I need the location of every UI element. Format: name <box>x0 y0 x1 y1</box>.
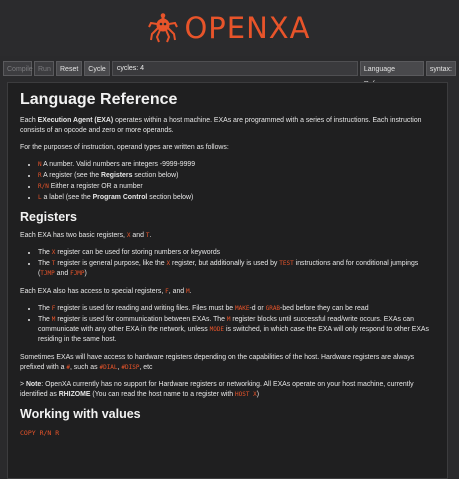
text-bold: Registers <box>101 172 133 179</box>
run-button[interactable]: Run <box>34 61 54 76</box>
cycle-button[interactable]: Cycle <box>84 61 110 76</box>
list-item <box>38 315 435 345</box>
language-reference-button[interactable]: Language <box>360 61 424 76</box>
text: (You can read the host name to a register with <box>90 391 236 398</box>
code: FJMP <box>70 270 85 277</box>
code: M <box>226 316 231 323</box>
text: register is used for communication between EXAs. The <box>55 316 227 323</box>
text: is switched, in which case the EXA will only respond to other EXAs residing in the same host. <box>38 326 429 343</box>
text: section below) <box>132 172 179 179</box>
list-item <box>38 259 435 279</box>
hardware-registers-paragraph <box>20 353 435 373</box>
exa-robot-icon <box>148 13 178 43</box>
operand-intro: For the purposes of instruction, operand types are written as follows: <box>20 144 229 151</box>
toolbar <box>3 61 456 76</box>
code: T <box>145 232 150 239</box>
text: operates within a host machine. EXAs are programmed with a series of instructions. Each instruction consists of an opcode and zero or more operands. <box>20 117 422 134</box>
text: -d or <box>249 305 266 312</box>
code: F <box>51 305 56 312</box>
text: register, but additionally is used by <box>170 260 280 267</box>
text: register blocks until successful read/write occurs. EXAs can communicate with any other EXA in the network, unless <box>38 316 414 333</box>
text: , and <box>168 288 187 295</box>
text-bold: EXecution Agent (EXA) <box>37 117 114 124</box>
text-bold: Program Control <box>92 194 148 201</box>
text: A register (see the <box>41 172 101 179</box>
text: . <box>189 288 192 295</box>
text: and <box>54 270 71 277</box>
text: , such as <box>69 364 100 371</box>
code: # <box>66 364 70 371</box>
text: section below) <box>147 194 194 201</box>
code: GRAB <box>265 305 281 312</box>
text: ) <box>84 270 87 277</box>
text: register is general purpose, like the <box>55 260 167 267</box>
code-example: COPY R/N R <box>20 429 60 437</box>
text: and <box>130 232 146 239</box>
text: , etc <box>139 364 153 371</box>
code: X <box>166 260 171 267</box>
code: M <box>51 316 56 323</box>
code: F <box>165 288 169 295</box>
intro-paragraph <box>20 116 435 136</box>
text: A number. Valid numbers are integers -9999-9999 <box>41 161 196 168</box>
list-item <box>38 304 435 314</box>
text: Sometimes EXAs will have access to hardware registers depending on the capabilities of the host. Hardware registers are always prefixed with a <box>20 354 415 371</box>
code: X <box>51 249 56 256</box>
registers-intro <box>20 231 435 241</box>
code: #DIAL <box>99 364 118 371</box>
text-bold: Note <box>25 381 42 388</box>
code: MAKE <box>235 305 250 312</box>
code: T <box>51 260 56 267</box>
special-register-list <box>20 304 435 345</box>
list-item <box>38 193 435 203</box>
text: register can be used for storing numbers or keywords <box>55 249 221 256</box>
text: The <box>38 260 52 267</box>
reference-panel <box>7 82 448 479</box>
text: > <box>20 381 26 388</box>
text: register is used for reading and writing files. Files must be <box>55 305 236 312</box>
list-item <box>38 160 435 170</box>
text: Each EXA has two basic registers, <box>20 232 127 239</box>
code: M <box>186 288 190 295</box>
text: a label (see the <box>41 194 93 201</box>
code: TJMP <box>40 270 55 277</box>
text: The <box>38 316 52 323</box>
reset-button[interactable]: Reset <box>56 61 82 76</box>
text: The <box>38 249 52 256</box>
list-item <box>38 171 435 181</box>
code: HOST X <box>235 391 257 398</box>
syntax-toggle-button[interactable]: syntax: <box>426 61 456 76</box>
code: #DISP <box>121 364 140 371</box>
app-logo-text: OPENXA <box>184 11 311 45</box>
text: instructions and for conditional jumpings ( <box>38 260 419 277</box>
app-header <box>0 0 459 56</box>
text: ) <box>256 391 259 398</box>
code: TEST <box>279 260 294 267</box>
text: The <box>38 305 52 312</box>
code: X <box>126 232 131 239</box>
text: : OpenXA currently has no support for Hardware registers or networking. All EXAs operate on your host machine, currently identified as <box>20 381 414 398</box>
host-name: RHIZOME <box>58 391 91 398</box>
page-title: Language Reference <box>20 91 178 108</box>
cycles-counter: cycles: 4 <box>112 61 358 76</box>
text: . <box>149 232 152 239</box>
code: N <box>38 161 42 168</box>
compile-button[interactable]: Compile <box>3 61 32 76</box>
text: Each <box>20 117 38 124</box>
working-with-values-heading: Working with values <box>20 407 141 421</box>
note-paragraph <box>20 380 435 400</box>
text: , <box>117 364 122 371</box>
code: L <box>38 194 42 201</box>
special-registers-intro <box>20 287 435 297</box>
list-item <box>38 182 435 192</box>
code: R <box>38 172 42 179</box>
registers-heading: Registers <box>20 210 77 224</box>
text: Each EXA also has access to special registers, <box>20 288 166 295</box>
operand-list <box>20 160 435 203</box>
text: -bed before they can be read <box>280 305 369 312</box>
text: Either a register OR a number <box>48 183 143 190</box>
code: MODE <box>209 326 225 333</box>
code: R/N <box>38 183 49 190</box>
basic-register-list <box>20 248 435 279</box>
list-item <box>38 248 435 258</box>
